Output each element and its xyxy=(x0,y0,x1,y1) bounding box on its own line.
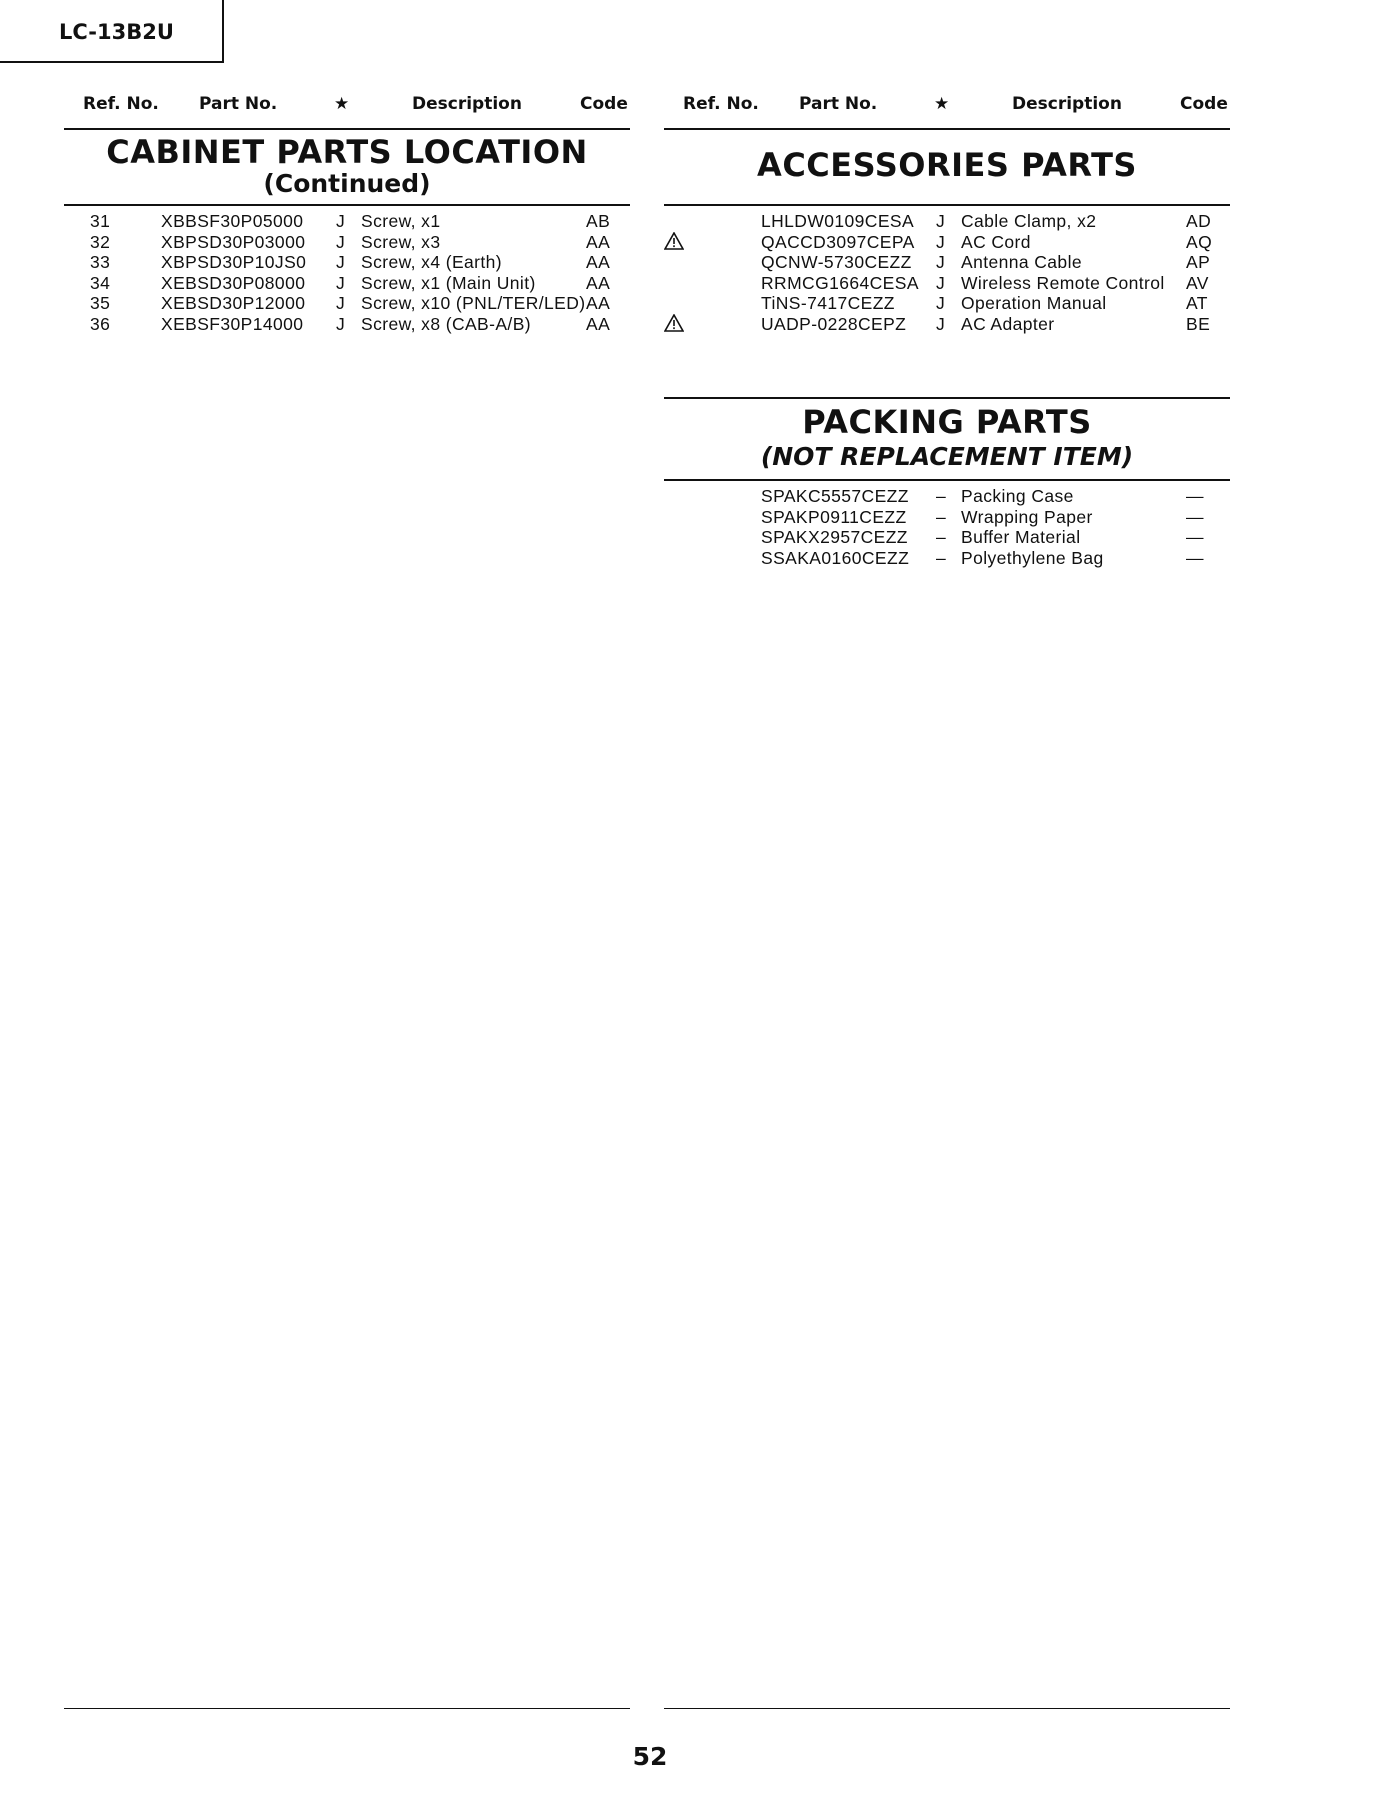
description: Polyethylene Bag xyxy=(961,547,1104,568)
part-no: XEBSD30P12000 xyxy=(161,293,306,313)
part-no: RRMCG1664CESA xyxy=(761,272,919,293)
mark: J xyxy=(336,313,346,334)
col-ref-header: Ref. No. xyxy=(683,94,759,114)
code: BE xyxy=(1186,313,1211,334)
part-no: UADP-0228CEPZ xyxy=(761,313,907,334)
cabinet-subtitle: (Continued) xyxy=(263,169,431,198)
col-desc-header: Description xyxy=(1012,94,1122,114)
col-code-header: Code xyxy=(1180,94,1228,114)
table-row xyxy=(64,293,630,314)
part-no: SPAKP0911CEZZ xyxy=(761,506,907,527)
table-row xyxy=(664,314,1230,335)
code: AA xyxy=(586,252,611,272)
table-row xyxy=(64,211,630,232)
mark: – xyxy=(936,506,947,527)
part-no: TiNS-7417CEZZ xyxy=(761,293,895,313)
code: — xyxy=(1186,547,1204,568)
ref-no: 35 xyxy=(90,293,111,313)
col-ref-header: Ref. No. xyxy=(83,94,159,114)
table-row xyxy=(64,252,630,273)
code: AB xyxy=(586,211,611,231)
table-row xyxy=(664,232,1230,253)
mark: J xyxy=(936,313,946,334)
code: AP xyxy=(1186,252,1211,272)
cabinet-parts-list xyxy=(64,206,630,334)
table-row xyxy=(664,293,1230,314)
code: AD xyxy=(1186,211,1212,231)
mark: J xyxy=(936,252,946,272)
mark: J xyxy=(936,211,946,231)
code: — xyxy=(1186,506,1204,527)
part-no: XBPSD30P10JS0 xyxy=(161,252,307,272)
description: Antenna Cable xyxy=(961,252,1082,272)
code: — xyxy=(1186,486,1204,506)
description: Screw, x4 (Earth) xyxy=(361,252,503,272)
mark: – xyxy=(936,527,947,547)
table-row xyxy=(664,507,1230,528)
ref-no: 32 xyxy=(90,231,111,252)
accessories-parts-list xyxy=(664,206,1230,334)
table-row xyxy=(664,252,1230,273)
mark: J xyxy=(336,211,346,231)
model-tab xyxy=(0,0,224,63)
column-header xyxy=(64,92,630,130)
warning-icon xyxy=(664,314,684,332)
code: AA xyxy=(586,293,611,313)
accessories-section-title xyxy=(664,130,1230,206)
part-no: QCNW-5730CEZZ xyxy=(761,252,912,272)
cabinet-section-title xyxy=(64,130,630,206)
part-no: QACCD3097CEPA xyxy=(761,231,915,252)
code: AQ xyxy=(1186,231,1213,252)
accessories-title: ACCESSORIES PARTS xyxy=(757,146,1137,184)
code: AA xyxy=(586,313,611,334)
col-part-header: Part No. xyxy=(199,94,278,114)
ref-no: 31 xyxy=(90,211,111,231)
part-no: SSAKA0160CEZZ xyxy=(761,547,910,568)
description: Screw, x1 xyxy=(361,211,441,231)
packing-subtitle: (NOT REPLACEMENT ITEM) xyxy=(760,442,1134,471)
table-row xyxy=(664,486,1230,507)
description: Screw, x8 (CAB-A/B) xyxy=(361,313,531,334)
table-row xyxy=(64,273,630,294)
part-no: XBBSF30P05000 xyxy=(161,211,304,231)
description: Operation Manual xyxy=(961,293,1107,313)
warning-icon xyxy=(664,232,684,250)
code: AV xyxy=(1186,272,1209,293)
mark: J xyxy=(336,293,346,313)
packing-title: PACKING PARTS xyxy=(802,403,1092,441)
packing-parts-list xyxy=(664,481,1230,568)
table-row xyxy=(664,211,1230,232)
code: AA xyxy=(586,231,611,252)
ref-no: 34 xyxy=(90,272,111,293)
code: — xyxy=(1186,527,1204,547)
ref-no: 33 xyxy=(90,252,111,272)
code: AT xyxy=(1186,293,1208,313)
description: Cable Clamp, x2 xyxy=(961,211,1097,231)
description: Screw, x1 (Main Unit) xyxy=(361,272,536,293)
mark: – xyxy=(936,547,947,568)
part-no: XEBSF30P14000 xyxy=(161,313,304,334)
description: Screw, x3 xyxy=(361,231,441,252)
packing-section-title xyxy=(664,397,1230,481)
col-star-header: ★ xyxy=(334,94,350,114)
mark: J xyxy=(336,231,346,252)
column-header xyxy=(664,92,1230,130)
code: AA xyxy=(586,272,611,293)
page-number: 52 xyxy=(632,1742,668,1771)
part-no: SPAKC5557CEZZ xyxy=(761,486,909,506)
description: Wrapping Paper xyxy=(961,506,1093,527)
description: Wireless Remote Control xyxy=(961,272,1165,293)
left-column xyxy=(64,92,630,334)
mark: J xyxy=(936,293,946,313)
table-row xyxy=(64,314,630,335)
mark: J xyxy=(336,272,346,293)
description: AC Cord xyxy=(961,231,1031,252)
model-label: LC-13B2U xyxy=(59,20,174,44)
part-no: XBPSD30P03000 xyxy=(161,231,306,252)
col-star-header: ★ xyxy=(934,94,950,114)
col-part-header: Part No. xyxy=(799,94,878,114)
description: Screw, x10 (PNL/TER/LED) xyxy=(361,293,586,313)
mark: J xyxy=(936,272,946,293)
mark: – xyxy=(936,486,947,506)
footer-rule-left xyxy=(64,1708,630,1709)
part-no: XEBSD30P08000 xyxy=(161,272,306,293)
col-code-header: Code xyxy=(580,94,628,114)
mark: J xyxy=(936,231,946,252)
right-column xyxy=(664,92,1230,568)
description: Buffer Material xyxy=(961,527,1081,547)
footer-rule-right xyxy=(664,1708,1230,1709)
description: AC Adapter xyxy=(961,313,1055,334)
table-row xyxy=(664,548,1230,569)
table-row xyxy=(64,232,630,253)
cabinet-title: CABINET PARTS LOCATION xyxy=(106,133,588,171)
description: Packing Case xyxy=(961,486,1074,506)
mark: J xyxy=(336,252,346,272)
part-no: SPAKX2957CEZZ xyxy=(761,527,908,547)
table-row xyxy=(664,273,1230,294)
table-row xyxy=(664,527,1230,548)
col-desc-header: Description xyxy=(412,94,522,114)
ref-no: 36 xyxy=(90,313,111,334)
part-no: LHLDW0109CESA xyxy=(761,211,915,231)
